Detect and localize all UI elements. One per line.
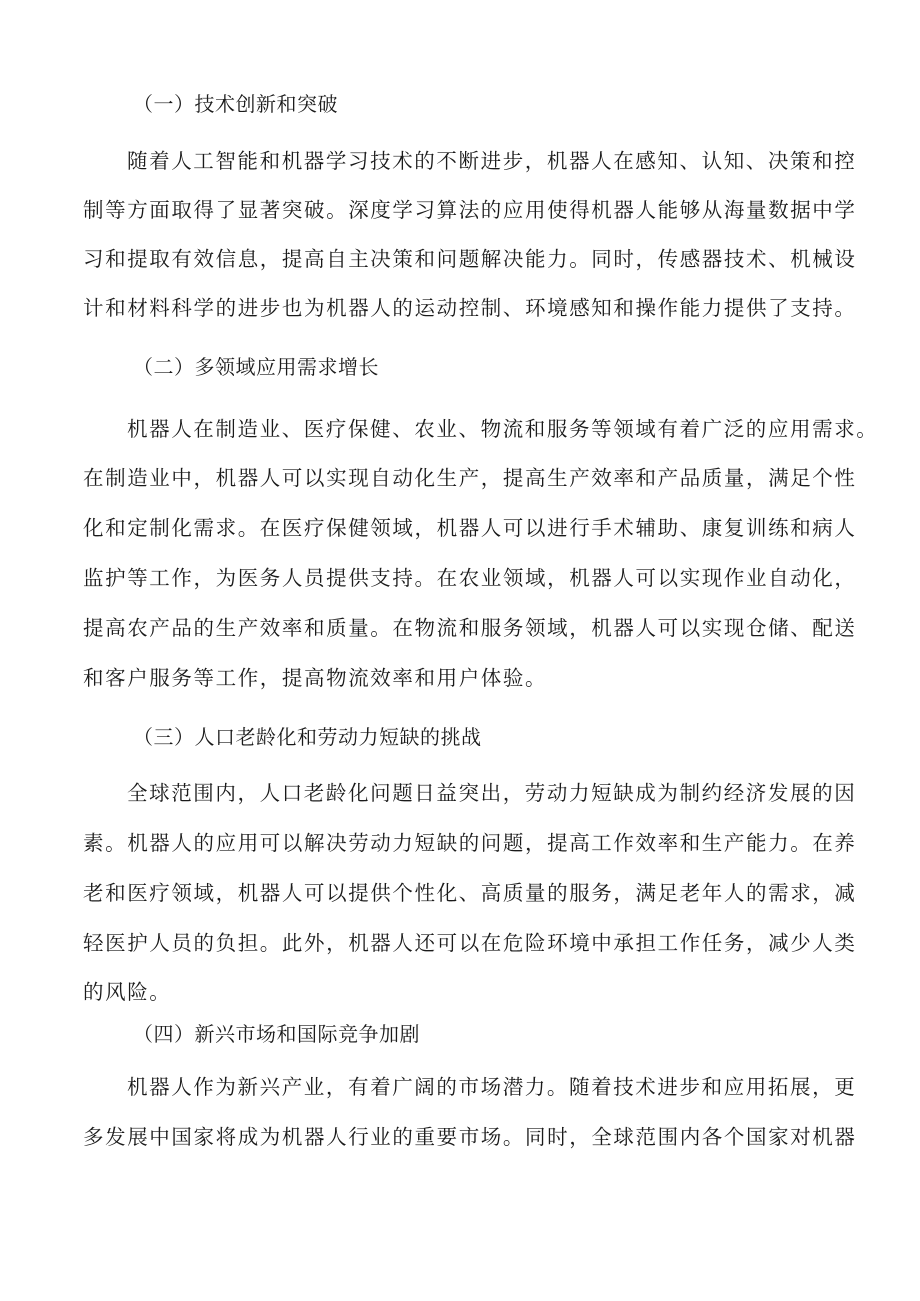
section-1-line-3: 习和提取有效信息，提高自主决策和问题解决能力。同时，传感器技术、机械设	[83, 247, 857, 271]
section-2-line-4: 监护等工作，为医务人员提供支持。在农业领域，机器人可以实现作业自动化，	[83, 566, 857, 590]
section-2-line-6: 和客户服务等工作，提高物流效率和用户体验。	[83, 666, 548, 690]
section-2-line-2: 在制造业中，机器人可以实现自动化生产，提高生产效率和产品质量，满足个性	[83, 466, 857, 490]
section-2-line-5: 提高农产品的生产效率和质量。在物流和服务领域，机器人可以实现仓储、配送	[83, 616, 857, 640]
section-1-line-1: 随着人工智能和机器学习技术的不断进步，机器人在感知、认知、决策和控	[127, 149, 857, 173]
section-3-heading: （三）人口老龄化和劳动力短缺的挑战	[133, 725, 482, 749]
section-1-line-2: 制等方面取得了显著突破。深度学习算法的应用使得机器人能够从海量数据中学	[83, 198, 857, 222]
section-4-line-2: 多发展中国家将成为机器人行业的重要市场。同时，全球范围内各个国家对机器	[83, 1125, 857, 1149]
section-4-heading: （四）新兴市场和国际竞争加剧	[133, 1022, 420, 1046]
section-2-line-1: 机器人在制造业、医疗保健、农业、物流和服务等领域有着广泛的应用需求。	[127, 417, 879, 441]
section-1-heading: （一）技术创新和突破	[133, 92, 338, 116]
section-3-line-4: 轻医护人员的负担。此外，机器人还可以在危险环境中承担工作任务，减少人类	[83, 931, 857, 955]
section-1-line-4: 计和材料科学的进步也为机器人的运动控制、环境感知和操作能力提供了支持。	[83, 296, 857, 320]
section-2-heading: （二）多领域应用需求增长	[133, 355, 379, 379]
section-3-line-1: 全球范围内，人口老龄化问题日益突出，劳动力短缺成为制约经济发展的因	[127, 781, 857, 805]
section-3-line-5: 的风险。	[83, 980, 172, 1004]
section-4-line-1: 机器人作为新兴产业，有着广阔的市场潜力。随着技术进步和应用拓展，更	[127, 1075, 857, 1099]
section-3-line-3: 老和医疗领域，机器人可以提供个性化、高质量的服务，满足老年人的需求，减	[83, 881, 857, 905]
section-3-line-2: 素。机器人的应用可以解决劳动力短缺的问题，提高工作效率和生产能力。在养	[83, 831, 857, 855]
section-2-line-3: 化和定制化需求。在医疗保健领域，机器人可以进行手术辅助、康复训练和病人	[83, 516, 857, 540]
